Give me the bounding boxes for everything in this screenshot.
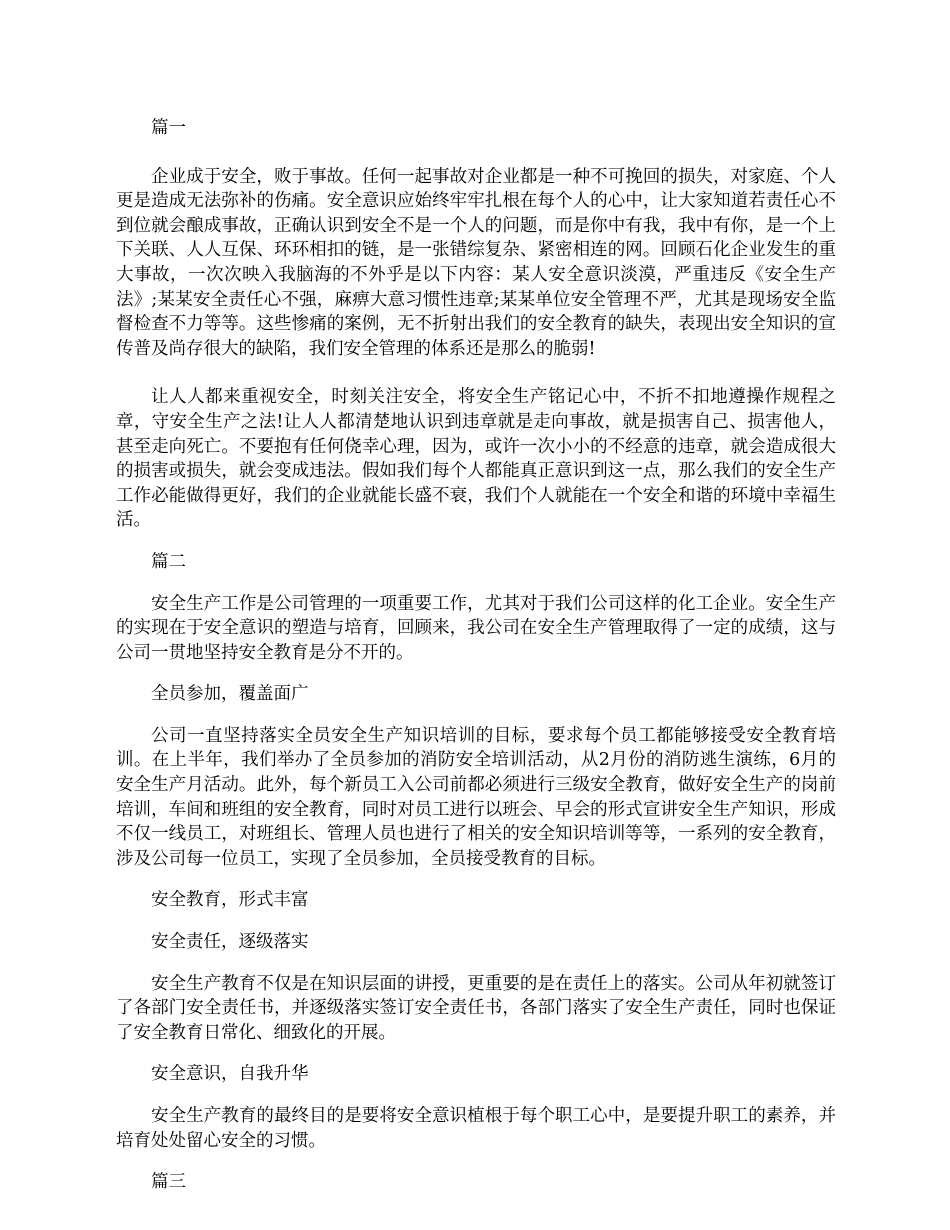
subsection-title: 安全责任，逐级落实 xyxy=(151,932,309,953)
subsection-title: 安全意识，自我升华 xyxy=(151,1064,309,1085)
paragraph: 让人人都来重视安全，时刻关注安全，将安全生产铭记心中，不折不扣地遵操作规程之章，守安全生产之法!让人人都清楚地认识到违章就是走向事故，就是损害自己、损害他人，甚至走向死亡。不要抱有任何侥幸心理，因为，或许一次小小的不经意的违章，就会造成很大的损害或损失，就会变成违法。假如我们每个人都能真正意识到这一点，那么我们的安全生产工作必能做得更好，我们的企业就能长盛不衰，我们个人就能在一个安全和谐的环境中幸福生活。 xyxy=(116,387,836,531)
section-heading: 篇二 xyxy=(151,551,186,572)
section-heading: 篇一 xyxy=(151,118,186,138)
subsection-title: 安全教育，形式丰富 xyxy=(151,890,309,911)
paragraph: 公司一直坚持落实全员安全生产知识培训的目标，要求每个员工都能够接受安全教育培训。在上半年，我们举办了全员参加的消防安全培训活动，从2月份的消防逃生演练，6月的安全生产月活动。此外，每个新员工入公司前都必须进行三级安全教育，做好安全生产的岗前培训，车间和班组的安全教育，同时对员工进行以班会、早会的形式宣讲安全生产知识，形成不仅一线员工，对班组长、管理人员也进行了相关的安全知识培训等等，一系列的安全教育，涉及公司每一位员工，实现了全员参加，全员接受教育的目标。 xyxy=(116,725,836,869)
section-heading: 篇三 xyxy=(151,1172,186,1193)
subsection-title: 全员参加，覆盖面广 xyxy=(151,684,309,705)
paragraph: 企业成于安全，败于事故。任何一起事故对企业都是一种不可挽回的损失，对家庭、个人更是造成无法弥补的伤痛。安全意识应始终牢牢扎根在每个人的心中，让大家知道若责任心不到位就会酿成事故，正确认识到安全不是一个人的问题，而是你中有我，我中有你，是一个上下关联、人人互保、环环相扣的链，是一张错综复杂、紧密相连的网。回顾石化企业发生的重大事故，一次次映入我脑海的不外乎是以下内容：某人安全意识淡漠，严重违反《安全生产法》;某某安全责任心不强，麻痹大意习惯性违章;某某单位安全管理不严，尤其是现场安全监督检查不力等等。这些惨痛的案例，无不折射出我们的安全教育的缺失，表现出安全知识的宣传普及尚存很大的缺陷，我们安全管理的体系还是那么的脆弱! xyxy=(116,166,836,359)
paragraph: 安全生产教育的最终目的是要将安全意识植根于每个职工心中，是要提升职工的素养，并培育处处留心安全的习惯。 xyxy=(116,1106,836,1151)
paragraph: 安全生产教育不仅是在知识层面的讲授，更重要的是在责任上的落实。公司从年初就签订了各部门安全责任书，并逐级落实签订安全责任书，各部门落实了安全生产责任，同时也保证了安全教育日常化、细致化的开展。 xyxy=(116,973,836,1043)
paragraph: 安全生产工作是公司管理的一项重要工作，尤其对于我们公司这样的化工企业。安全生产的实现在于安全意识的塑造与培育，回顾来，我公司在安全生产管理取得了一定的成绩，这与公司一贯地坚持安全教育是分不开的。 xyxy=(116,593,836,663)
document-page xyxy=(116,116,836,1195)
